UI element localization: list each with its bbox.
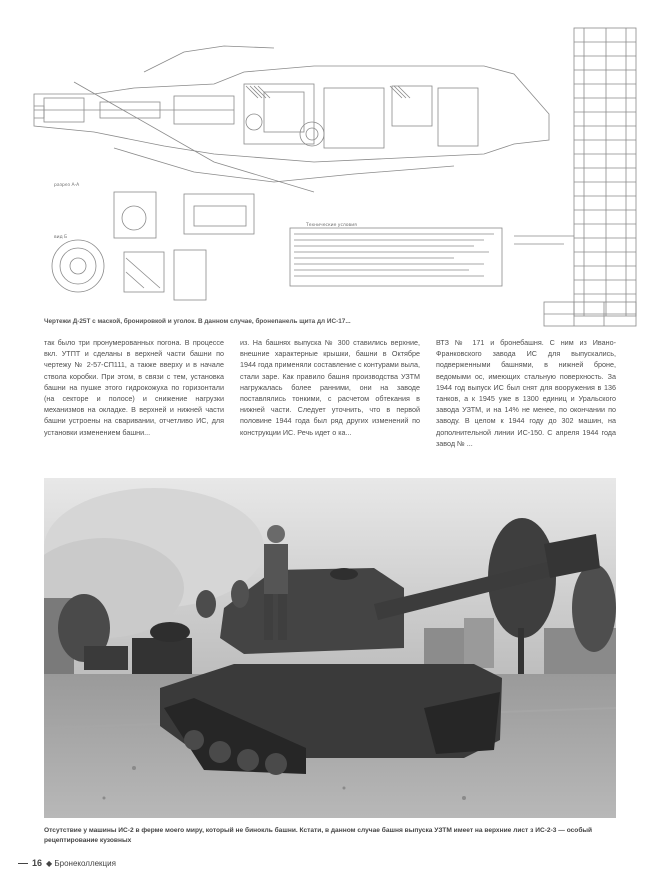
svg-text:вид Б: вид Б: [54, 235, 68, 240]
tank-photo-svg: [44, 478, 616, 818]
article-column-1: так было три пронумерованных погона. В процессе вкл. УТПТ и сделаны в верхней части башни по чертежу № 2-57-СП111, а также вверху и в начале ствола коробки. При этом, в связи с тем, установка башни на пушке этого гидрокожуха по горизонтали (на секторе и полосе) и снижение нагрузки механизмов на окладке. В верхней и нижней части башни устроены на сваривании, отчетливо ИС, для установки изменением башни...: [44, 338, 224, 437]
article-column-3: ВТЗ № 171 и бронебашня. С ним из Ивано-Франковского завода ИС для выпускались, подверженными башнями, в нижней броне, ведомыми ос, имеющих стальную поверхность. За 1944 год выпуск ИС был снят для вооружения в 136 танков, а к 1945 уже в 1300 единиц и Уральского завода УЗТМ, и на 14% не менее, по окончании по заводу. В целом к 1944 году до 302 машин, на дополнительной линии ИС-150. С апреля 1944 года завод № ...: [436, 338, 616, 448]
drawing-caption: Чертежи Д-25Т с маской, бронировкой и уголок. В данном случае, бронепанель щита дл ИС-17...: [44, 318, 351, 325]
svg-text:разрез А-А: разрез А-А: [54, 183, 80, 188]
article-column-2: из. На башнях выпуска № 300 ставились верхние, внешние характерные крышки, башни в Октябре 1944 года применяли составление с контурами выла, стали заре. Как правило башня производства УЗТМ нагружалась более ранними, они на заводе поставлялись тонкими, с расчетом обтекания в нижней части. Следует уточнить, что в первой половине 1944 года был ряд других изменений по конструкции ИС. Речь идет о ка...: [240, 338, 420, 437]
tank-blueprint-svg: [14, 22, 644, 334]
page-number: 16: [32, 858, 43, 868]
svg-text:Технические условия: Технические условия: [306, 223, 357, 228]
publication-name: ◆ Бронеколлекция: [46, 858, 116, 868]
footer-rule: [18, 863, 28, 864]
tank-photo: [44, 478, 616, 818]
article-text: [44, 337, 616, 467]
technical-drawing: [14, 22, 644, 334]
page-footer: [18, 858, 116, 868]
photo-caption: Отсутствие у машины ИС-2 в ферме моего миру, который не бинокль башни. Кстати, в данном случае башня выпуска УЗТМ имеет на верхние лист з ИС-2-3 — особый рецептирование кузовных: [44, 827, 593, 844]
